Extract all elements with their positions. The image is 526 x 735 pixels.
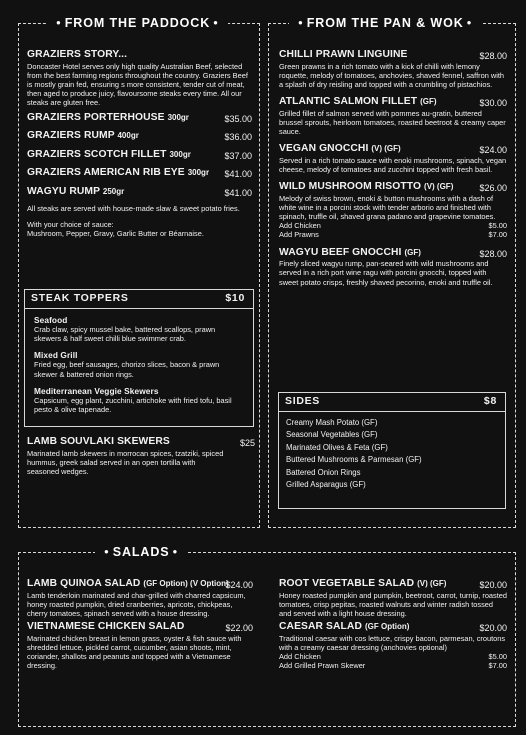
steak-name: GRAZIERS AMERICAN RIB EYE [27, 167, 185, 179]
salads-right [279, 578, 507, 670]
topper-item [34, 350, 244, 378]
souvlaki-name: LAMB SOUVLAKI SKEWERS [27, 436, 170, 447]
steak-toppers-price: $10 [225, 292, 245, 304]
panwok-item [279, 49, 507, 89]
topper-desc: Capsicum, egg plant, zucchini, artichoke with fried tofu, basil pesto & olive tapenade. [34, 395, 232, 415]
panwok-item [279, 143, 507, 174]
panwok-item [279, 181, 507, 240]
salad-item [279, 621, 507, 670]
steak-item [27, 149, 252, 162]
bullet-icon: ● [172, 547, 179, 556]
souvlaki-price: $25 [239, 438, 255, 448]
steak-note: All steaks are served with house-made slaw & sweet potato fries. [27, 204, 240, 214]
dish-desc: Served in a rich tomato sauce with enoki mushrooms, spinach, vegan cheese, melody of tomatoes and zucchini topped with fresh basil. [279, 155, 507, 174]
salad-price: $20.00 [479, 580, 507, 590]
dish-name: VEGAN GNOCCHI [279, 143, 369, 155]
side-item: Buttered Mushrooms & Parmesan (GF) [286, 455, 422, 465]
topper-item [34, 315, 244, 343]
dish-tag: (V) (GF) [371, 144, 401, 154]
salad-name: CAESAR SALAD [279, 621, 363, 633]
topper-item [34, 386, 244, 414]
steak-price: $35.00 [224, 113, 252, 124]
steak-weight: 250gr [102, 186, 125, 196]
graziers-story-title: GRAZIERS STORY... [27, 49, 128, 60]
dish-tag: (GF) [404, 247, 421, 257]
salad-item [27, 621, 253, 670]
topper-desc: Crab claw, spicy mussel bake, battered scallops, prawn skewers & half sweet chilli blue swimmer crab. [34, 325, 216, 344]
steak-list [27, 112, 252, 199]
extra-price: $5.00 [488, 652, 507, 662]
dish-name: CHILLI PRAWN LINGUINE [279, 49, 408, 60]
extra-label: Add Chicken [279, 221, 321, 231]
topper-name: Mediterranean Veggie Skewers [34, 385, 159, 396]
extra-price: $7.00 [488, 230, 507, 240]
paddock-content [27, 49, 252, 239]
topper-name: Mixed Grill [34, 350, 78, 361]
graziers-story-text: Doncaster Hotel serves only high quality Australian Beef, selected from the best farming regions throughout the country. Graziers Beef is mostly grain fed, ensuring s more consistent, tender cut of meat, then aged to produce juicy, flavoursome steaks every time. All our steaks are gluten free. [27, 61, 248, 108]
salad-item [27, 578, 253, 618]
dish-name: WAGYU BEEF GNOCCHI [279, 246, 402, 258]
salad-desc: Traditional caesar with cos lettuce, crispy bacon, parmesan, croutons with a creamy caesar dressing (anchovies optional) [279, 633, 506, 652]
steak-price: $41.00 [224, 187, 252, 198]
side-item: Marinated Olives & Feta (GF) [286, 442, 388, 452]
steak-toppers-box [24, 289, 254, 427]
steak-item [27, 112, 252, 125]
extra-label: Add Prawns [279, 230, 319, 240]
extra-price: $5.00 [488, 221, 507, 231]
topper-name: Seafood [34, 315, 68, 325]
steak-price: $36.00 [224, 132, 252, 143]
extra-label: Add Chicken [279, 652, 321, 662]
extra-option [279, 652, 507, 661]
sauce-intro: With your choice of sauce: [27, 220, 114, 230]
steak-toppers-header [25, 290, 253, 309]
souvlaki-item [27, 436, 255, 476]
paddock-header [47, 16, 228, 30]
extra-label: Add Grilled Prawn Skewer [279, 661, 366, 671]
salads-left [27, 578, 253, 670]
panwok-item [279, 96, 507, 136]
steak-name: GRAZIERS SCOTCH FILLET [27, 148, 167, 160]
dish-name: WILD MUSHROOM RISOTTO [279, 181, 422, 193]
salad-price: $20.00 [479, 623, 507, 634]
side-item: Battered Onion Rings [286, 467, 361, 477]
steak-price: $41.00 [224, 169, 252, 180]
bullet-icon: ● [298, 18, 304, 27]
dish-price: $28.00 [479, 248, 507, 259]
side-item: Seasonal Vegetables (GF) [286, 430, 378, 440]
bullet-icon: ● [466, 18, 473, 27]
souvlaki-desc: Marinated lamb skewers in morrocan spices, tzatziki, spiced hummus, greek salad served in an open tortilla with seasoned wedges. [27, 448, 224, 476]
extra-option [279, 221, 507, 230]
steak-price: $37.00 [224, 150, 252, 161]
paddock-title: FROM THE PADDOCK [64, 16, 211, 30]
salad-price: $24.00 [225, 580, 253, 590]
steak-weight: 300gr [187, 168, 210, 178]
steak-name: GRAZIERS RUMP [27, 130, 115, 142]
salads-header [95, 545, 187, 559]
sauce-list: Mushroom, Pepper, Gravy, Garlic Butter or Béarnaise. [27, 229, 204, 239]
extra-price: $7.00 [488, 661, 507, 671]
sides-price: $8 [483, 395, 497, 407]
steak-item [27, 130, 252, 143]
dish-tag: (V) (GF) [424, 182, 454, 192]
bullet-icon: ● [213, 18, 219, 27]
salad-tag: (GF Option) (V Option) [143, 579, 229, 588]
panwok-content [279, 49, 507, 287]
sides-header [279, 393, 505, 412]
steak-name: WAGYU RUMP [27, 185, 100, 197]
salad-name: LAMB QUINOA SALAD [27, 578, 141, 589]
steak-toppers-title: STEAK TOPPERS [31, 292, 129, 304]
dish-desc: Finely sliced wagyu rump, pan-seared with wild mushrooms and served in a rich port wine ragu with porcini gnocchi, topped with sweet potato crisps, freshly shaved pecorino, enoki and truffle oil. [279, 259, 493, 287]
extra-option [279, 661, 507, 670]
salad-name: VIETNAMESE CHICKEN SALAD [27, 621, 185, 633]
dish-name: ATLANTIC SALMON FILLET [279, 96, 418, 108]
side-item: Creamy Mash Potato (GF) [286, 418, 378, 427]
steak-weight: 400gr [117, 131, 139, 141]
salad-name: ROOT VEGETABLE SALAD [279, 578, 415, 589]
panwok-header [289, 16, 481, 30]
dish-desc: Green prawns in a rich tomato with a kick of chilli with lemony roquette, melody of tomatoes, anchovies, shaved fennel, saffron with a splash of dry reisling and topped with a crumbling of pistachios. [279, 61, 504, 89]
steak-item [27, 186, 252, 199]
salad-desc: Lamb tenderloin marinated and char-grilled with charred capsicum, honey roasted pumpkin, dried cranberries, apricots, chickpeas, cherry tomatoes, spinach served with a house dressing. [27, 590, 246, 618]
salad-desc: Marinated chicken breast in lemon grass, oyster & fish sauce with shredded lettuce, pickled carrot, cucumber, asian shoots, mint, coriander, shallots and peanuts and topped with a Vietnamese dressing. [27, 633, 242, 671]
bullet-icon: ● [56, 18, 62, 27]
salads-title: SALADS [112, 545, 170, 559]
bullet-icon: ● [104, 547, 110, 556]
steak-weight: 300gr [169, 149, 191, 159]
salad-price: $22.00 [225, 623, 253, 634]
dish-desc: Grilled fillet of salmon served with pommes au-gratin, buttered brussel sprouts, heirloom tomatoes, roasted beetroot & creamy caper sauce. [279, 108, 506, 137]
salad-tag: (GF Option) [364, 622, 410, 632]
salad-tag: (V) (GF) [417, 579, 447, 588]
topper-desc: Fried egg, beef sausages, chorizo slices, bacon & prawn skewer & battered onion rings. [34, 360, 220, 379]
dish-price: $26.00 [479, 183, 507, 194]
steak-weight: 300gr [167, 112, 189, 122]
dish-price: $24.00 [479, 145, 507, 156]
sides-title: SIDES [285, 395, 321, 407]
salad-desc: Honey roasted pumpkin and pumpkin, beetroot, carrot, turnip, roasted tomatoes, crisp pepitas, roasted walnuts and winter radish tossed and served with a light house dressing. [279, 590, 508, 618]
steak-item [27, 167, 252, 180]
extra-option [279, 230, 507, 239]
dish-price: $30.00 [479, 98, 507, 109]
salad-item [279, 578, 507, 618]
sides-box [278, 392, 506, 509]
dish-desc: Melody of swiss brown, enoki & button mushrooms with a dash of white wine in a porcini stock with tender arborio and finished with spinach, truffle oil, shaved grana padano and grapevine tomatoes. [279, 193, 496, 222]
dish-price: $28.00 [479, 51, 507, 61]
panwok-title: FROM THE PAN & WOK [306, 16, 464, 30]
dish-tag: (GF) [420, 97, 437, 107]
steak-name: GRAZIERS PORTERHOUSE [27, 111, 165, 123]
panwok-item [279, 247, 507, 287]
side-item: Grilled Asparagus (GF) [286, 480, 366, 490]
